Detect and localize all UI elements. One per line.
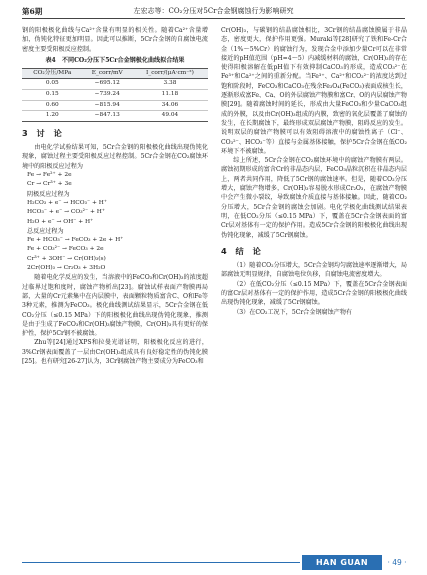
table-cell: 11.18: [132, 90, 208, 101]
equation-anode-fe: Fe → Fe²⁺ + 2e: [27, 172, 72, 179]
table-cell: −815.94: [83, 100, 132, 111]
page-number: · 49 ·: [387, 558, 407, 567]
equation-cathode-3: H₂O + e⁻ → OH⁻ + H⁺: [27, 218, 94, 225]
table-cell: 0.60: [22, 100, 83, 111]
right-column: [221, 26, 407, 317]
conclusion-item-2: （2）在低CO₂分压（≤0.15 MPa）下，覆盖在5Cr合金钢表面的富Cr层对基体有一定的保护作用，造成5Cr合金钢的阳极极化曲线出现伪钝化现象，减缓了5Cr钢腐蚀。: [221, 280, 407, 307]
table-header-ecorr: E_corr/mV: [83, 68, 132, 79]
equation-overall-2: Fe + CO₃²⁻ → FeCO₃ + 2e: [27, 246, 104, 253]
header-rule: [22, 18, 405, 19]
section-heading-conclusion: 4 结 论: [221, 245, 264, 256]
equation-overall-1: Fe + HCO₃⁻ → FeCO₃ + 2e + H⁺: [27, 237, 124, 244]
table-row: [22, 111, 208, 122]
table-caption: 表4 不同CO₂分压下5Cr合金钢极化曲线拟合结果: [45, 56, 185, 64]
summary-paragraph: 综上所述，5Cr合金钢在CO₂腐蚀环境中的腐蚀产物膜有两层。腐蚀初期形成的富含Cr的非晶态内层，FeCO₃晶粒沉积在非晶态内层上，两者共同作用，降低了5Cr钢的腐蚀速率。但是，随着CO₂分压增大，腐蚀产物增多，Cr(OH)₃容易脱水形成Cr₂O₃，在腐蚀产物膜中会产生微小裂纹，导致腐蚀介质直接与基体接触。因此，随着CO₂分压增大，5Cr合金钢的腐蚀会加剧。电化学极化曲线测试结果表明，在低CO₂分压（≤0.15 MPa）下，覆盖在5Cr合金钢表面的富Cr层对基体有一定的保护作用。造成5Cr合金钢的阳极极化曲线出现伪钝化现象，减缓了5Cr钢腐蚀。: [221, 157, 407, 239]
table-cell: 34.06: [132, 100, 208, 111]
conclusion-item-3: （3）在CO₂工况下，5Cr合金钢腐蚀产物有: [233, 308, 353, 316]
table-cell: −695.12: [83, 79, 132, 90]
journal-badge: HAN GUAN: [302, 555, 382, 570]
page-footer: [0, 555, 427, 575]
table-row: [22, 90, 208, 101]
page-header: [0, 0, 427, 22]
footer-rule: [22, 562, 300, 563]
equation-overall-4: 2Cr(OH)₃ → Cr₂O₃ + 3H₂O: [27, 265, 106, 272]
table-cell: 1.20: [22, 111, 83, 122]
cathode-label: 阴极反应过程为: [27, 190, 70, 198]
table-row: [22, 79, 208, 90]
equation-cathode-2: HCO₃⁻ + e⁻ → CO₃²⁻ + H⁺: [27, 209, 105, 216]
table-cell: −847.13: [83, 111, 132, 122]
issue-number: 第6期: [22, 7, 43, 16]
table-header-pressure: CO₂分压/MPa: [22, 68, 83, 79]
discussion-paragraph-2: 随着电化学反应的发生，当溶液中的FeCO₃和Cr(OH)₃的浓度超过临界过饱和度时，腐蚀产物析出[23]。腐蚀试样表面产物膜再局部，大量的Cr元素集中在内层膜中，表面颗粒物质富含C、O和Fe等3种元素，推测为FeCO₃。极化曲线测试结果显示，5Cr合金钢在低CO₂分压（≤0.15 MPa）下的阳极极化曲线出现伪钝化现象，推测是由于生成了FeCO₃和Cr(OH)₃腐蚀产物膜，Cr(OH)₃具有更好的保护性，保护5Cr钢不被腐蚀。: [22, 274, 208, 338]
continued-paragraph: Cr(OH)₃，与碳钢的结晶腐蚀相比，3Cr钢的结晶腐蚀膜属于非晶态，密度更大，保护作用更强。Muraki等[28]研究了铁和Fe-Cr合金（1%～5%Cr）的腐蚀行为，发现合金中添加少量Cr可以在非常接近的pH值范围（pH=4～5）内减缓材料的腐蚀，Cr(OH)₃的存在使得阳极溶解在低pH值下有效抑制CaCO₃的形成，造成CO₃²⁻在Fe³⁺和Ca²⁺之间的重新分配。当Fe³⁺、Ca²⁺和CO₃²⁻的浓度达到过饱和阶段时，FeCO₃和CaCO₃在残余Fe₃O₄(FeCO₃)表面成核生长，逐渐形成富Fe、Ca、O的外层腐蚀产物膜和富Cr、O的内层腐蚀产物膜[29]。随着腐蚀时间的延长，形成由大量FeCO₃和少量CaCO₃组成的外膜，以及由Cr(OH)₃组成的内膜，致密的氧化层覆盖了腐蚀的发生，在长期腐蚀下，最终形成双层腐蚀产物膜，阻碍反应的发生。说明双层的腐蚀产物膜可以有效阻碍溶液中的腐蚀性离子（Cl⁻、CO₃²⁻、HCO₃⁻等）直接与金属基体接触，保护5Cr合金钢在低CO₂环境下不被腐蚀。: [221, 27, 407, 155]
table-cell: 0.15: [22, 90, 83, 101]
section-heading-discussion: 3 讨 论: [22, 127, 65, 138]
table-header-icorr: I_corr/(μA·cm⁻²): [132, 68, 208, 79]
table-header-row: [22, 68, 208, 79]
running-title: 左宏志等：CO₂分压对5Cr合金钢腐蚀行为影响研究: [133, 7, 294, 15]
intro-paragraph: 钢的阳极极化曲线与Ca²⁺含量有明显的相关性。随着Ca²⁺含量增加，伪钝化特征更加明显。因此可以推断，5Cr合金钢的自腐蚀电流密度主要受阳极反应控制。: [22, 27, 208, 53]
table-cell: 3.38: [132, 79, 208, 90]
overall-label: 总反应过程为: [27, 227, 64, 235]
table-cell: 0.05: [22, 79, 83, 90]
equation-overall-3: Cr³⁺ + 3OH⁻ → Cr(OH)₃(s): [27, 255, 106, 262]
equation-cathode-1: H₂CO₃ + e⁻ → HCO₃⁻ + H⁺: [27, 199, 108, 206]
equation-anode-cr: Cr → Cr³⁺ + 3e: [27, 181, 72, 188]
polarization-fit-table: [22, 68, 208, 122]
left-column: [22, 26, 208, 366]
discussion-paragraph-3: Zhu等[24]通过XPS和拉曼光谱证明，阳极极化反应的进行，3%Cr钢表面覆盖了一层由Cr(OH)₃组成具有良好稳定性的伪钝化膜[25]。也有研究[26-27]认为，3Cr钢腐蚀产物主要成分为FeCO₃和: [22, 339, 208, 365]
table-cell: −739.24: [83, 90, 132, 101]
conclusion-item-1: （1）随着CO₂分压增大，5Cr合金钢均匀腐蚀速率逐渐增大，局部腐蚀无明显规律，自腐蚀电位负移，自腐蚀电流密度增大。: [221, 262, 407, 279]
table-cell: 49.04: [132, 111, 208, 122]
table-row: [22, 100, 208, 111]
discussion-paragraph-1: 由电化学试验结果可知，5Cr合金钢的阳极极化曲线出现伪钝化现象，腐蚀过程主要受阳极反应过程控制。5Cr合金钢在CO₂腐蚀环境中的阳极反应过程为: [22, 144, 208, 170]
